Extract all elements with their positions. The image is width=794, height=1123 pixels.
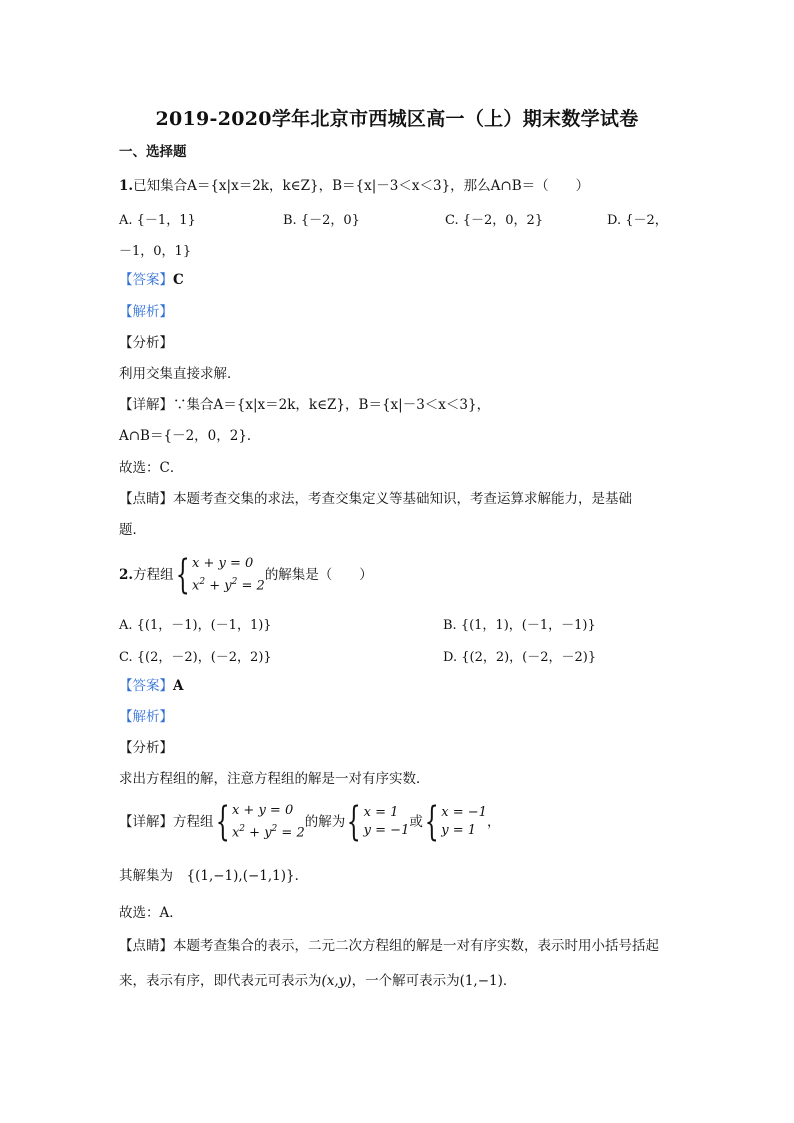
q2-option-a: A. {(1，－1)，(－1，1)}: [119, 618, 272, 633]
q1-detail: [119, 396, 490, 414]
solution-set-math: {(1,−1),(−1,1)}: [186, 868, 295, 884]
q1-comment-2: 题．: [119, 522, 146, 538]
answer-value: C: [173, 272, 184, 288]
question-text: 已知集合A＝{x|x＝2k，k∈Z}，B＝{x|－3＜x＜3}，那么A∩B＝（ ）: [133, 178, 590, 194]
q2-solution-set: 其解集为 {(1,−1),(−1,1)}．: [119, 868, 309, 884]
q1-answer: [119, 271, 184, 289]
q1-option-b: B. {－2，0}: [283, 213, 360, 228]
question-number: 1.: [119, 178, 134, 194]
answer-label: 【答案】: [119, 678, 173, 694]
detail-label: 【详解】: [119, 397, 173, 413]
left-brace: {: [424, 799, 439, 845]
q1-analysis-label: 【解析】: [119, 304, 173, 320]
q2-fenxi-label: 【分析】: [119, 740, 173, 756]
q1-option-a: A. {－1，1}: [119, 213, 196, 228]
comment-label: 【点睛】: [119, 938, 173, 954]
question-text: 方程组: [133, 567, 174, 583]
answer-value: A: [173, 678, 184, 694]
q1-choose: 故选：C．: [119, 460, 184, 476]
detail-text: ∵集合A＝{x|x＝2k，k∈Z}，B＝{x|－3＜x＜3}，: [173, 397, 491, 413]
question-number: 2.: [119, 567, 134, 583]
section-heading: 一、选择题: [119, 144, 187, 160]
comment-text: 本题考查集合的表示，二元二次方程组的解是一对有序实数，表示时用小括号括起: [173, 938, 659, 954]
q1-option-c: C. {－2，0，2}: [445, 213, 544, 228]
solution-2: { x = −1 y = 1: [424, 799, 487, 845]
equation-2: $x^2 + y^2 = 2$: [192, 576, 265, 594]
comment-label: 【点睛】: [119, 491, 173, 507]
q1-fenxi-text: 利用交集直接求解．: [119, 366, 241, 382]
q2-answer: [119, 677, 183, 695]
comment-text: 本题考查交集的求法，考查交集定义等基础知识，考查运算求解能力，是基础: [173, 491, 632, 507]
detail-label: 【详解】: [119, 814, 173, 830]
solution-1: { x = 1 y = −1: [346, 799, 410, 845]
equation-1: x + y = 0: [192, 555, 254, 571]
q2-option-b: B. {(1，1)，(－1，－1)}: [443, 618, 596, 633]
q2-detail: 【详解】 方程组 { x + y = 0 $x^2 + y^2 = 2$ 的解为 { x = 1 y = −1 或 { x = −1 y = 1 ，: [119, 798, 501, 845]
q2-comment-2: 来，表示有序，即代表元可表示为(x,y)，一个解可表示为(1,−1)．: [119, 973, 517, 989]
equation-1: x + y = 0: [231, 802, 294, 818]
equation-2: $x^2 + y^2 = 2$: [231, 823, 305, 841]
q2-comment: [119, 937, 659, 955]
equation-system: [174, 551, 265, 598]
q2-analysis-label: 【解析】: [119, 709, 173, 725]
page-title: 2019-2020学年北京市西城区高一（上）期末数学试卷: [155, 108, 639, 130]
answer-label: 【答案】: [119, 272, 173, 288]
q1-comment: [119, 490, 632, 508]
q2-option-d: D. {(2，2)，(－2，－2)}: [443, 650, 597, 665]
left-brace: {: [175, 551, 190, 598]
q2-option-c: C. {(2，－2)，(－2，2)}: [119, 650, 272, 665]
q2-choose: 故选：A．: [119, 905, 183, 921]
equation-system: [214, 798, 305, 845]
q2-fenxi-text: 求出方程组的解，注意方程组的解是一对有序实数．: [119, 771, 430, 787]
left-brace: {: [215, 798, 230, 845]
q1-fenxi-label: 【分析】: [119, 335, 173, 351]
q1-option-d: D. {－2，: [607, 213, 668, 228]
q1-detail-2: A∩B＝{－2，0，2}．: [119, 428, 261, 444]
question-text-end: 的解集是（ ）: [264, 567, 373, 583]
question-1: [119, 177, 589, 195]
left-brace: {: [346, 799, 361, 845]
question-2: [119, 551, 373, 598]
q1-option-d-continued: －1，0，1}: [119, 244, 192, 259]
